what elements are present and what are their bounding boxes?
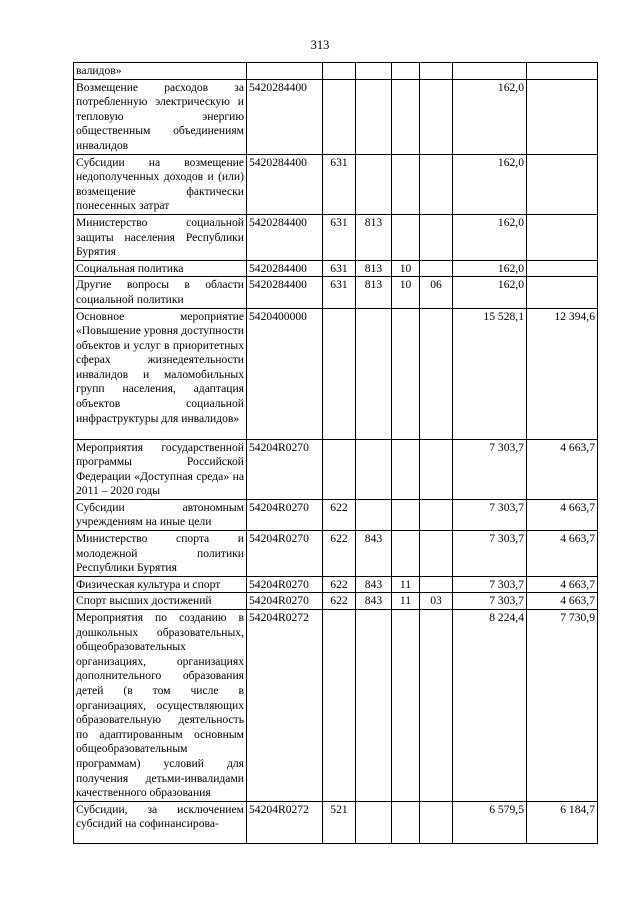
row-pr: 11 (392, 576, 420, 593)
row-pr (392, 308, 420, 439)
row-sum2: 7 730,9 (527, 610, 598, 802)
table-row (74, 308, 598, 439)
row-vr (420, 154, 453, 214)
row-sum2 (527, 63, 598, 80)
row-code: 54204R0270 (247, 439, 323, 499)
row-name: валидов» (74, 63, 247, 80)
row-sum2: 4 663,7 (527, 576, 598, 593)
row-pr (392, 79, 420, 154)
row-code: 5420284400 (247, 214, 323, 260)
row-rz: 843 (356, 593, 392, 610)
row-rz (356, 63, 392, 80)
row-grbs: 631 (323, 260, 356, 277)
row-grbs: 622 (323, 499, 356, 530)
row-rz (356, 610, 392, 802)
row-name: Физическая культура и спорт (74, 576, 247, 593)
row-vr: 03 (420, 593, 453, 610)
table-row (74, 439, 598, 499)
table-row (74, 801, 598, 843)
row-name: Социальная политика (74, 260, 247, 277)
table-row (74, 277, 598, 308)
row-sum2: 6 184,7 (527, 801, 598, 843)
row-sum1: 162,0 (453, 154, 527, 214)
row-name: Возмещение расходов за потребленную электрическую и тепловую энергию общественным объединениям инвалидов (74, 79, 247, 154)
row-name: Министерство социальной защиты населения Республики Бурятия (74, 214, 247, 260)
row-name: Мероприятия государственной программы Российской Федерации «Доступная среда» на 2011 – 2020 годы (74, 439, 247, 499)
row-rz: 843 (356, 576, 392, 593)
row-pr (392, 214, 420, 260)
row-grbs: 631 (323, 154, 356, 214)
table-row (74, 593, 598, 610)
row-sum1: 7 303,7 (453, 593, 527, 610)
row-sum2: 4 663,7 (527, 439, 598, 499)
budget-table (73, 62, 598, 844)
row-code: 54204R0270 (247, 499, 323, 530)
row-rz: 813 (356, 214, 392, 260)
page-number: 313 (310, 38, 330, 52)
row-code: 5420284400 (247, 260, 323, 277)
row-sum1 (453, 63, 527, 80)
row-name: Мероприятия по созданию в дошкольных образовательных, общеобразовательных организациях, организациях дополнительного образования детей (в том числе в организациях, осуществляющих образовательную деятельность по адаптированным основным общеобразовательным программам) условий для получения детьми-инвалидами качественного образования (74, 610, 247, 802)
row-grbs: 622 (323, 576, 356, 593)
row-vr (420, 531, 453, 577)
row-sum2: 4 663,7 (527, 593, 598, 610)
row-grbs (323, 63, 356, 80)
row-vr (420, 439, 453, 499)
row-name: Другие вопросы в области социальной политики (74, 277, 247, 308)
row-grbs: 622 (323, 531, 356, 577)
row-pr (392, 531, 420, 577)
row-code: 54204R0270 (247, 593, 323, 610)
row-sum1: 162,0 (453, 260, 527, 277)
row-pr: 10 (392, 260, 420, 277)
row-pr (392, 63, 420, 80)
table-row (74, 260, 598, 277)
row-grbs: 631 (323, 277, 356, 308)
row-code (247, 63, 323, 80)
row-code: 5420284400 (247, 277, 323, 308)
row-code: 54204R0272 (247, 801, 323, 843)
row-vr (420, 63, 453, 80)
row-name: Субсидии, за исключением субсидий на софинансирова- (74, 801, 247, 843)
row-sum1: 7 303,7 (453, 531, 527, 577)
row-sum2 (527, 79, 598, 154)
row-rz: 813 (356, 277, 392, 308)
row-sum2 (527, 260, 598, 277)
row-rz (356, 499, 392, 530)
row-sum1: 162,0 (453, 79, 527, 154)
row-sum2: 4 663,7 (527, 531, 598, 577)
row-sum2 (527, 154, 598, 214)
row-rz (356, 801, 392, 843)
row-grbs: 631 (323, 214, 356, 260)
row-name: Субсидии на возмещение недополученных доходов и (или) возмещение фактически понесенных затрат (74, 154, 247, 214)
row-sum2 (527, 277, 598, 308)
table-row (74, 63, 598, 80)
row-rz: 843 (356, 531, 392, 577)
row-pr: 11 (392, 593, 420, 610)
row-vr: 06 (420, 277, 453, 308)
row-rz (356, 308, 392, 439)
table-row (74, 576, 598, 593)
row-code: 5420400000 (247, 308, 323, 439)
row-vr (420, 308, 453, 439)
row-rz: 813 (356, 260, 392, 277)
row-sum1: 15 528,1 (453, 308, 527, 439)
row-sum1: 162,0 (453, 277, 527, 308)
row-name: Министерство спорта и молодежной политики Республики Бурятия (74, 531, 247, 577)
row-sum2: 4 663,7 (527, 499, 598, 530)
row-sum1: 162,0 (453, 214, 527, 260)
row-vr (420, 576, 453, 593)
row-vr (420, 801, 453, 843)
table-row (74, 531, 598, 577)
row-rz (356, 154, 392, 214)
row-code: 5420284400 (247, 154, 323, 214)
row-pr (392, 801, 420, 843)
row-sum1: 7 303,7 (453, 439, 527, 499)
row-pr (392, 439, 420, 499)
row-rz (356, 439, 392, 499)
row-code: 54204R0270 (247, 576, 323, 593)
table-row (74, 214, 598, 260)
row-pr (392, 154, 420, 214)
row-grbs: 622 (323, 593, 356, 610)
table-row (74, 499, 598, 530)
table-body (74, 63, 598, 844)
row-grbs: 521 (323, 801, 356, 843)
row-code: 54204R0272 (247, 610, 323, 802)
row-code: 54204R0270 (247, 531, 323, 577)
row-sum1: 6 579,5 (453, 801, 527, 843)
row-grbs (323, 308, 356, 439)
row-vr (420, 214, 453, 260)
row-vr (420, 499, 453, 530)
row-vr (420, 79, 453, 154)
row-vr (420, 260, 453, 277)
row-sum1: 7 303,7 (453, 576, 527, 593)
row-grbs (323, 439, 356, 499)
row-name: Спорт высших достижений (74, 593, 247, 610)
table-row (74, 610, 598, 802)
row-vr (420, 610, 453, 802)
row-name: Основное мероприятие «Повышение уровня доступности объектов и услуг в приоритетных сферах жизнедеятельности инвалидов и маломобильных групп населения, адаптация объектов социальной инфраструктуры для инвалидов» (74, 308, 247, 439)
row-pr: 10 (392, 277, 420, 308)
row-grbs (323, 79, 356, 154)
row-name: Субсидии автономным учреждениям на иные цели (74, 499, 247, 530)
row-rz (356, 79, 392, 154)
row-pr (392, 499, 420, 530)
row-sum1: 7 303,7 (453, 499, 527, 530)
table-row (74, 154, 598, 214)
row-grbs (323, 610, 356, 802)
row-code: 5420284400 (247, 79, 323, 154)
row-sum1: 8 224,4 (453, 610, 527, 802)
row-sum2 (527, 214, 598, 260)
row-pr (392, 610, 420, 802)
row-sum2: 12 394,6 (527, 308, 598, 439)
table-row (74, 79, 598, 154)
